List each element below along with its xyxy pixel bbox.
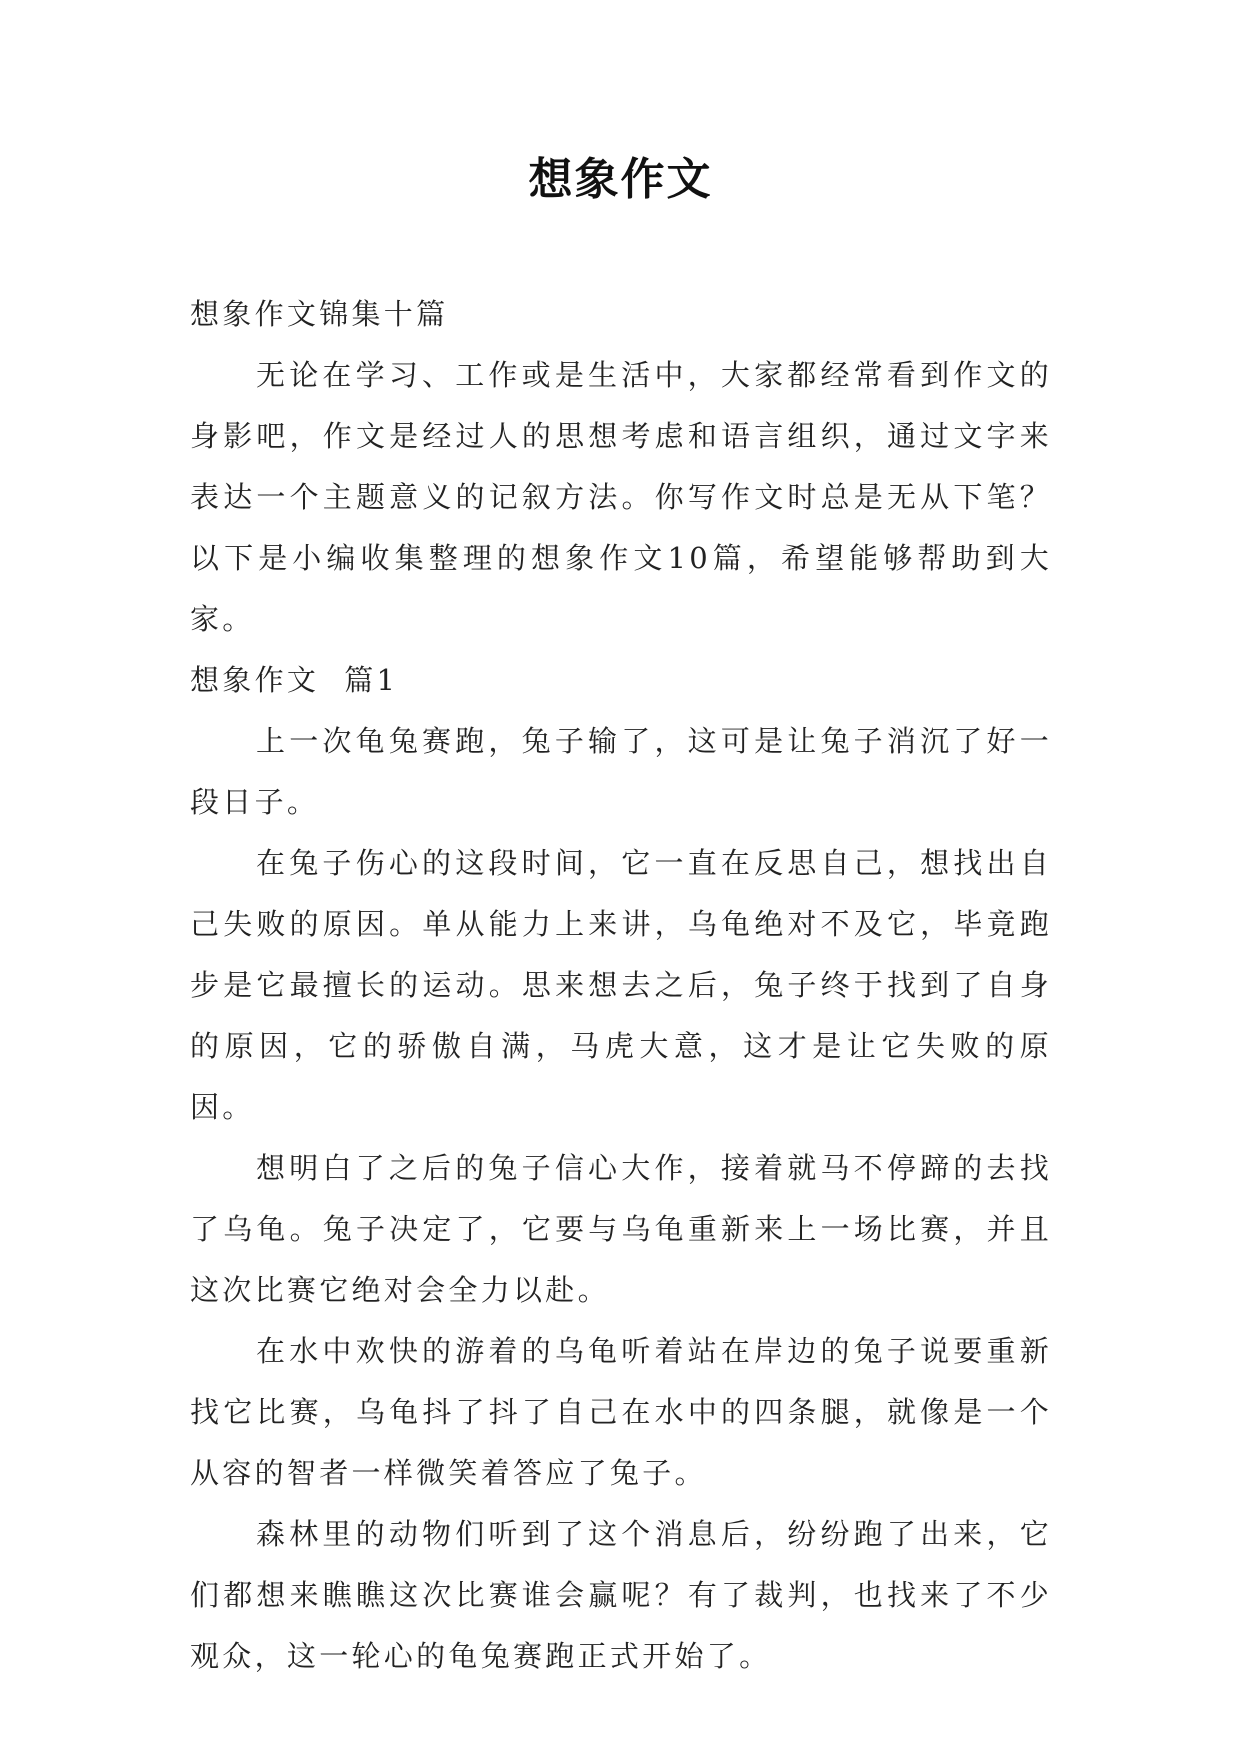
section-heading: 想象作文 篇1 [190,663,399,697]
body-paragraph: 想明白了之后的兔子信心大作，接着就马不停蹄的去找了乌龟。兔子决定了，它要与乌龟重新来上一场比赛，并且这次比赛它绝对会全力以赴。 [190,1151,1052,1307]
collection-subtitle: 想象作文锦集十篇 [190,297,449,331]
body-paragraph: 森林里的动物们听到了这个消息后，纷纷跑了出来，它们都想来瞧瞧这次比赛谁会赢呢？有了裁判，也找来了不少观众，这一轮心的龟兔赛跑正式开始了。 [190,1517,1052,1673]
intro-paragraph: 无论在学习、工作或是生活中，大家都经常看到作文的身影吧，作文是经过人的思想考虑和语言组织，通过文字来表达一个主题意义的记叙方法。你写作文时总是无从下笔？以下是小编收集整理的想象作文10篇，希望能够帮助到大家。 [190,358,1052,636]
body-paragraph: 在兔子伤心的这段时间，它一直在反思自己，想找出自己失败的原因。单从能力上来讲，乌龟绝对不及它，毕竟跑步是它最擅长的运动。思来想去之后，兔子终于找到了自身的原因，它的骄傲自满，马虎大意，这才是让它失败的原因。 [190,846,1052,1124]
document-body [190,284,1052,1687]
body-paragraph: 在水中欢快的游着的乌龟听着站在岸边的兔子说要重新找它比赛，乌龟抖了抖了自己在水中的四条腿，就像是一个从容的智者一样微笑着答应了兔子。 [190,1334,1052,1490]
body-paragraph: 上一次龟兔赛跑，兔子输了，这可是让兔子消沉了好一段日子。 [190,724,1052,819]
document-title: 想象作文 [528,154,713,205]
